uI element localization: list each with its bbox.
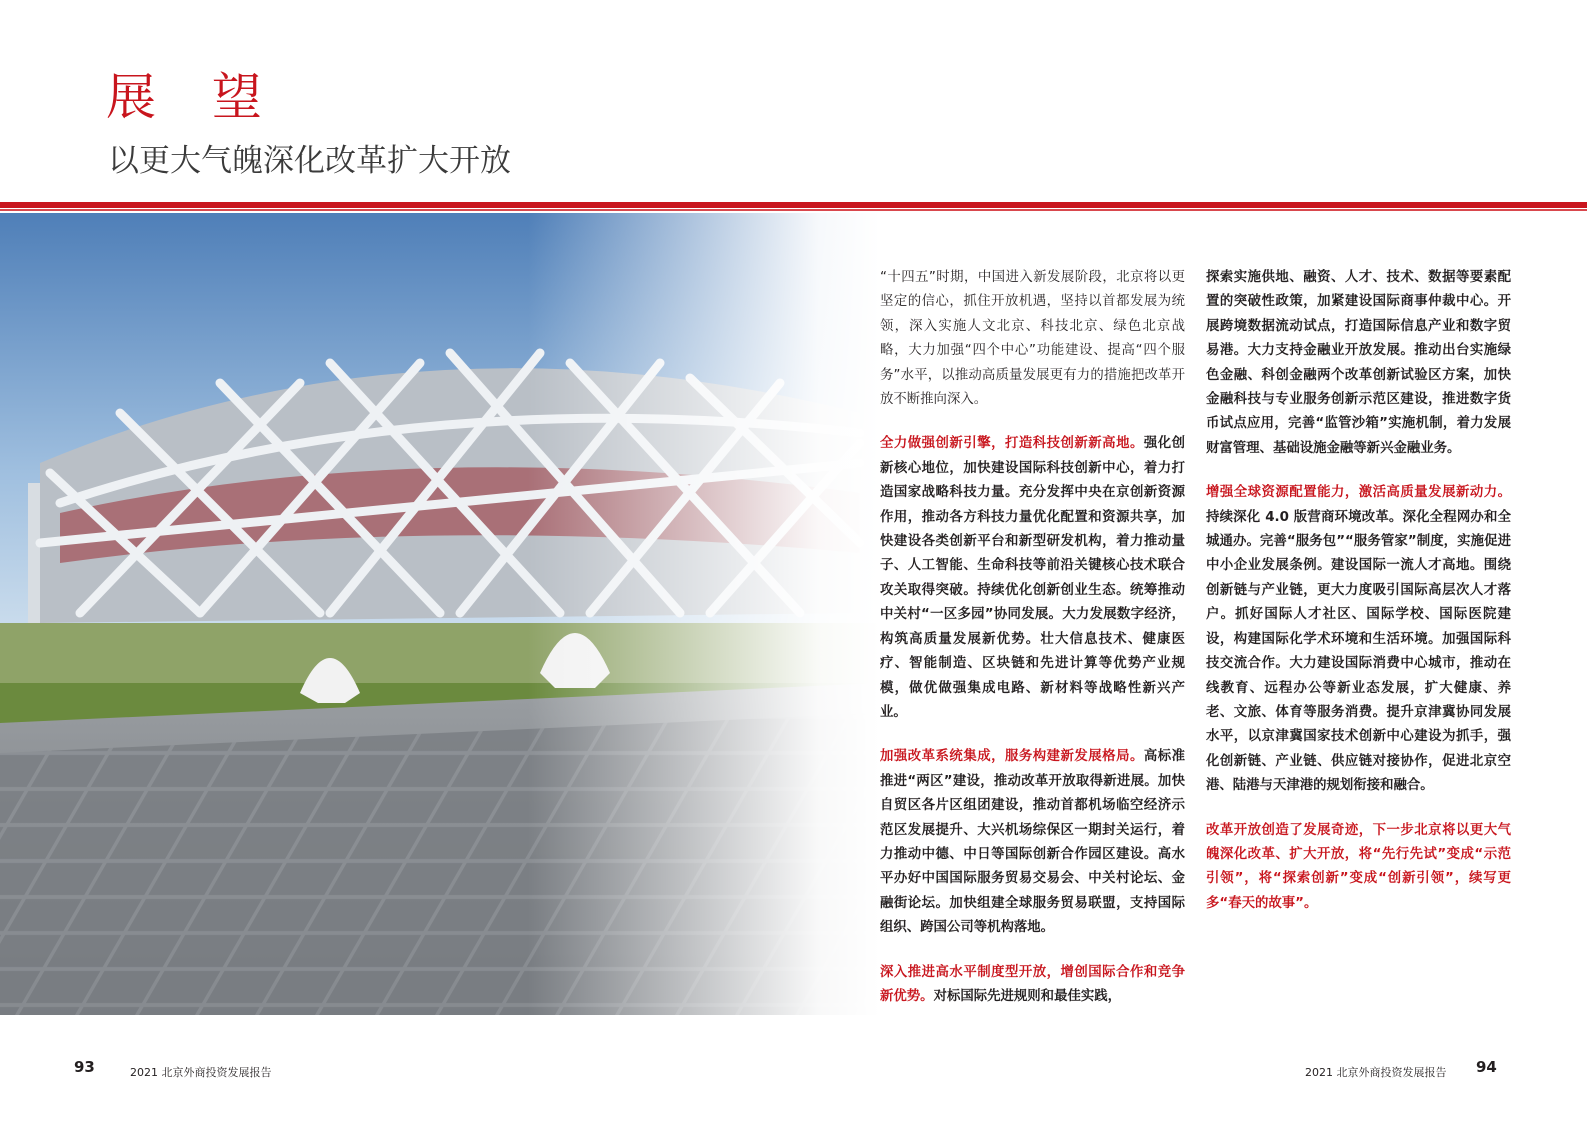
opening-paragraph: 深入推进高水平制度型开放，增创国际合作和竞争新优势。对标国际先进规则和最佳实践， [880,964,1185,1004]
closing-paragraph: 改革开放创造了发展奇迹，下一步北京将以更大气魄深化改革、扩大开放，将“先行先试”变成“示范引领”，将“探索创新”变成“创新引领”，续写更多“春天的故事”。 [1206,822,1511,911]
left-text-column [880,266,1185,1029]
continuation-paragraph: 探索实施供地、融资、人才、技术、数据等要素配置的突破性政策，加紧建设国际商事仲裁中心。开展跨境数据流动试点，打造国际信息产业和数字贸易港。大力支持金融业开放发展。推动出台实施绿色金融、科创金融两个改革创新试验区方案，加快金融科技与专业服务创新示范区建设，推进数字货币试点应用，完善“监管沙箱”实施机制，着力发展财富管理、基础设施金融等新兴金融业务。 [1206,270,1511,456]
right-text-column [1206,266,1511,936]
right-footer-title: 2021 北京外商投资发展报告 [1305,1066,1447,1079]
header-divider [0,202,1587,208]
reform-heading: 加强改革系统集成，服务构建新发展格局。 [880,749,1144,765]
intro-paragraph: “十四五”时期，中国进入新发展阶段，北京将以更坚定的信心，抓住开放机遇，坚持以首都发展为统领，深入实施人文北京、科技北京、绿色北京战略，大力加强“四个中心”功能建设、提高“四个服务”水平，以推动高质量发展更有力的措施把改革开放不断推向深入。 [880,270,1185,408]
reform-paragraph: 加强改革系统集成，服务构建新发展格局。高标准推进“两区”建设，推动改革开放取得新进展。加快自贸区各片区组团建设，推动首都机场临空经济示范区发展提升、大兴机场综保区一期封关运行，着力推动中德、中日等国际创新合作园区建设。高水平办好中国国际服务贸易交易会、中关村论坛、金融街论坛。加快组建全球服务贸易联盟，支持国际组织、跨国公司等机构落地。 [880,749,1186,936]
beijing-national-stadium-photo [0,213,880,1015]
innovation-paragraph: 全力做强创新引擎，打造科技创新新高地。强化创新核心地位，加快建设国际科技创新中心，着力打造国家战略科技力量。充分发挥中央在京创新资源作用，推动各方科技力量优化配置和资源共享，加快建设各类创新平台和新型研发机构，着力推动量子、人工智能、生命科技等前沿关键核心技术联合攻关取得突破。持续优化创新创业生态。统筹推动中关村“一区多园”协同发展。大力发展数字经济，构筑高质量发展新优势。壮大信息技术、健康医疗、智能制造、区块链和先进计算等优势产业规模，做优做强集成电路、新材料等战略性新兴产业。 [880,436,1186,720]
page-title: 展 望 [106,68,282,126]
innovation-heading: 全力做强创新引擎，打造科技创新新高地。 [880,436,1144,452]
right-page-number: 94 [1476,1058,1497,1076]
left-footer-title: 2021 北京外商投资发展报告 [130,1066,272,1079]
header-divider-thin [0,209,1587,211]
resources-heading: 增强全球资源配置能力，激活高质量发展新动力。 [1206,485,1511,501]
page-subtitle: 以更大气魄深化改革扩大开放 [108,143,511,179]
left-page-number: 93 [74,1058,95,1076]
resources-paragraph: 增强全球资源配置能力，激活高质量发展新动力。持续深化 4.0 版营商环境改革。深化全程网办和全城通办。完善“服务包”“服务管家”制度，实施促进中小企业发展条例。建设国际一流人才高地。围绕创新链与产业链，更大力度吸引国际高层次人才落户。抓好国际人才社区、国际学校、国际医院建设，构建国际化学术环境和生活环境。加强国际科技交流合作。大力建设国际消费中心城市，推动在线教育、远程办公等新业态发展，扩大健康、养老、文旅、体育等服务消费。提升京津冀协同发展水平，以京津冀国家技术创新中心建设为抓手，强化创新链、产业链、供应链对接协作，促进北京空港、陆港与天津港的规划衔接和融合。 [1206,485,1511,794]
opening-heading: 深入推进高水平制度型开放，增创国际合作和竞争新优势。 [880,964,1185,1004]
